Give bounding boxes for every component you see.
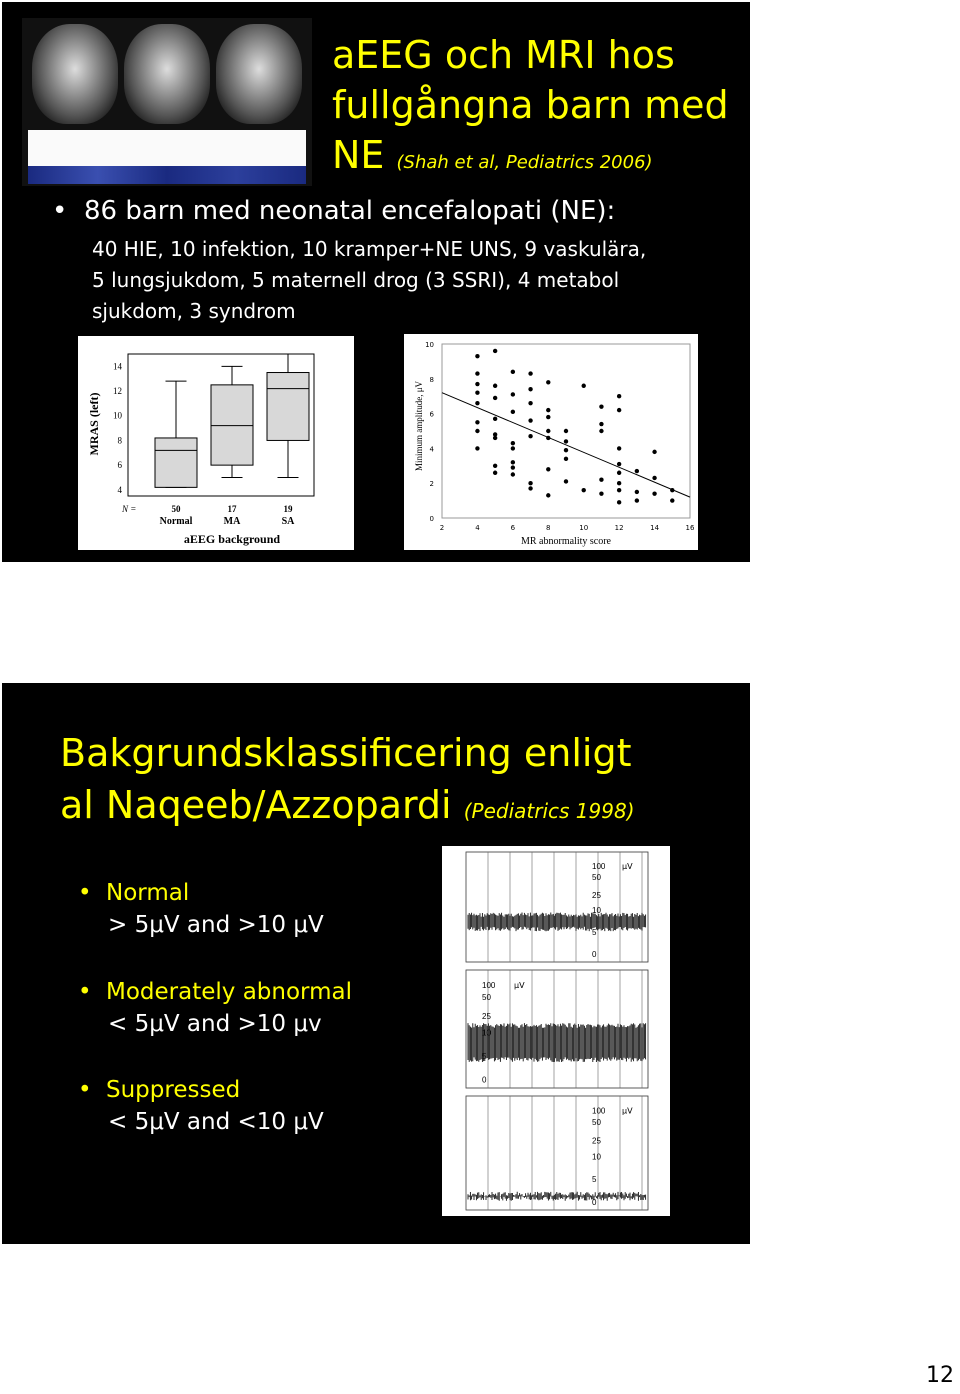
data-point — [528, 387, 532, 391]
data-point — [493, 384, 497, 388]
data-point — [546, 493, 550, 497]
y-tick-label: 0 — [429, 515, 434, 523]
data-point — [475, 354, 479, 358]
sub-text — [92, 234, 732, 327]
data-point — [546, 415, 550, 419]
title-line: Bakgrundsklassificering enligt — [60, 731, 632, 775]
x-tick-label: 10 — [579, 524, 589, 532]
data-point — [617, 500, 621, 504]
y-tick-label: 8 — [117, 435, 122, 446]
group-n: 17 — [227, 504, 237, 514]
slide-title — [332, 30, 742, 188]
scale-label: 50 — [592, 1118, 601, 1128]
data-point — [564, 457, 568, 461]
title-citation: (Shah et al, Pediatrics 2006) — [396, 152, 653, 173]
scale-label: 5 — [592, 928, 597, 938]
eeg-trace-strip — [28, 130, 306, 148]
data-point — [599, 478, 603, 482]
data-point — [635, 469, 639, 473]
title-line: aEEG och MRI hos — [332, 33, 675, 77]
y-tick-label: 10 — [425, 341, 434, 349]
boxplot-panel — [78, 336, 354, 550]
classification-criteria: < 5μV and >10 μv — [108, 1011, 322, 1037]
data-point — [617, 408, 621, 412]
scale-label: 100 — [592, 1106, 606, 1116]
scale-label: 5 — [592, 1175, 597, 1185]
n-label: N = — [122, 504, 137, 514]
y-axis-label: Minimum amplitude, μV — [414, 380, 424, 472]
unit-label: μV — [622, 862, 633, 872]
x-tick-label: 2 — [439, 524, 445, 532]
x-axis-label: aEEG background — [183, 532, 281, 546]
data-point — [652, 476, 656, 480]
title-line: al Naqeeb/Azzopardi — [60, 783, 452, 827]
data-point — [599, 404, 603, 408]
data-point — [546, 380, 550, 384]
data-point — [475, 382, 479, 386]
scale-label: 25 — [592, 1136, 601, 1146]
data-point — [582, 384, 586, 388]
data-point — [493, 436, 497, 440]
data-point — [599, 422, 603, 426]
y-tick-label: 14 — [113, 361, 122, 372]
mri-image-2 — [124, 24, 210, 124]
mri-image-3 — [216, 24, 302, 124]
classification-label: Suppressed — [106, 1077, 241, 1103]
data-point — [617, 462, 621, 466]
data-point — [546, 429, 550, 433]
scale-label: 50 — [592, 873, 601, 883]
slide-background-classification — [2, 683, 750, 1244]
aeeg-traces — [442, 846, 670, 1216]
box — [211, 385, 253, 465]
x-tick-label: 12 — [614, 524, 624, 532]
trace-frame — [466, 852, 648, 962]
scale-label: 25 — [482, 1011, 491, 1021]
data-point — [635, 490, 639, 494]
data-point — [511, 392, 515, 396]
data-point — [511, 441, 515, 445]
data-point — [528, 418, 532, 422]
sub-line: 40 HIE, 10 infektion, 10 kramper+NE UNS, 9 vaskulära, — [92, 237, 647, 261]
data-point — [617, 446, 621, 450]
data-point — [546, 436, 550, 440]
data-point — [511, 446, 515, 450]
boxplot-chart — [78, 336, 354, 550]
bullet-text: 86 barn med neonatal encefalopati (NE): — [84, 196, 616, 226]
data-point — [546, 408, 550, 412]
data-point — [635, 498, 639, 502]
data-point — [511, 465, 515, 469]
x-tick-label: 4 — [475, 524, 480, 532]
x-tick-label: 6 — [510, 524, 516, 532]
data-point — [582, 488, 586, 492]
y-tick-label: 4 — [429, 445, 434, 454]
unit-label: μV — [514, 981, 525, 991]
data-point — [475, 420, 479, 424]
y-tick-label: 6 — [117, 460, 122, 471]
data-point — [528, 371, 532, 375]
data-point — [564, 439, 568, 443]
data-point — [511, 460, 515, 464]
bullet-item — [52, 196, 616, 226]
y-tick-label: 4 — [117, 484, 122, 495]
data-point — [564, 479, 568, 483]
box — [155, 438, 197, 487]
mri-eeg-figure — [22, 18, 312, 186]
bullet-icon: • — [78, 1077, 92, 1103]
scatter-chart — [404, 334, 698, 550]
sub-line: sjukdom, 3 syndrom — [92, 299, 296, 323]
group-label: SA — [281, 516, 295, 527]
data-point — [475, 371, 479, 375]
x-tick-label: 14 — [650, 524, 660, 532]
bullet-icon: • — [78, 979, 92, 1005]
data-point — [511, 370, 515, 374]
data-point — [493, 471, 497, 475]
scatter-panel — [404, 334, 698, 550]
scale-label: 100 — [592, 862, 606, 872]
group-n: 50 — [171, 504, 181, 514]
scale-label: 0 — [592, 1197, 597, 1207]
data-point — [617, 488, 621, 492]
data-point — [493, 349, 497, 353]
data-point — [652, 450, 656, 454]
scale-label: 25 — [592, 890, 601, 900]
mri-image-1 — [32, 24, 118, 124]
title-citation: (Pediatrics 1998) — [463, 799, 635, 823]
classification-criteria: < 5μV and <10 μV — [108, 1109, 324, 1135]
data-point — [599, 429, 603, 433]
page-number: 12 — [926, 1363, 954, 1388]
aeeg-trace — [468, 913, 646, 932]
data-point — [493, 396, 497, 400]
group-n: 19 — [283, 504, 293, 514]
scale-label: 100 — [482, 981, 496, 991]
data-point — [475, 391, 479, 395]
data-point — [475, 401, 479, 405]
data-point — [652, 491, 656, 495]
classification-label: Moderately abnormal — [106, 979, 352, 1005]
data-point — [670, 498, 674, 502]
data-point — [617, 471, 621, 475]
slide-aeeg-mri — [2, 2, 750, 562]
scale-label: 10 — [482, 1028, 491, 1038]
y-tick-label: 10 — [113, 410, 122, 421]
scale-label: 50 — [482, 992, 491, 1002]
eeg-trace-strip — [28, 148, 306, 166]
aeeg-trend-strip — [28, 166, 306, 184]
x-tick-label: 16 — [685, 524, 695, 532]
scale-label: 10 — [592, 906, 601, 916]
sub-line: 5 lungsjukdom, 5 maternell drog (3 SSRI), 4 metabol — [92, 268, 620, 292]
data-point — [670, 488, 674, 492]
scale-label: 10 — [592, 1152, 601, 1162]
title-line: NE — [332, 133, 385, 177]
group-label: Normal — [159, 516, 193, 527]
data-point — [528, 481, 532, 485]
y-tick-label: 2 — [429, 480, 434, 489]
data-point — [493, 464, 497, 468]
y-tick-label: 6 — [429, 410, 434, 419]
data-point — [564, 429, 568, 433]
aeeg-trace — [468, 1192, 646, 1201]
y-axis-label: MRAS (left) — [87, 392, 101, 456]
data-point — [493, 417, 497, 421]
data-point — [617, 394, 621, 398]
scale-label: 0 — [482, 1075, 487, 1085]
bullet-icon: • — [78, 880, 92, 906]
data-point — [511, 410, 515, 414]
bullet-icon: • — [52, 196, 68, 226]
data-point — [528, 434, 532, 438]
classification-label: Normal — [106, 880, 190, 906]
data-point — [528, 401, 532, 405]
x-tick-label: 8 — [546, 524, 551, 532]
classification-item — [78, 976, 352, 1040]
title-line: fullgångna barn med — [332, 83, 729, 127]
aeeg-examples-figure — [442, 846, 670, 1216]
data-point — [617, 481, 621, 485]
data-point — [475, 446, 479, 450]
slide-title — [60, 727, 635, 837]
data-point — [528, 486, 532, 490]
group-label: MA — [223, 516, 241, 527]
y-tick-label: 8 — [429, 375, 434, 384]
y-tick-label: 12 — [113, 386, 122, 397]
classification-item — [78, 877, 324, 941]
data-point — [599, 491, 603, 495]
data-point — [511, 472, 515, 476]
x-axis-label: MR abnormality score — [521, 536, 611, 547]
data-point — [564, 448, 568, 452]
unit-label: μV — [622, 1106, 633, 1116]
scale-label: 0 — [592, 950, 597, 960]
box — [267, 373, 309, 441]
classification-item — [78, 1074, 324, 1138]
data-point — [475, 429, 479, 433]
data-point — [546, 467, 550, 471]
scale-label: 5 — [482, 1051, 487, 1061]
classification-criteria: > 5μV and >10 μV — [108, 912, 324, 938]
aeeg-trace — [468, 1023, 646, 1062]
